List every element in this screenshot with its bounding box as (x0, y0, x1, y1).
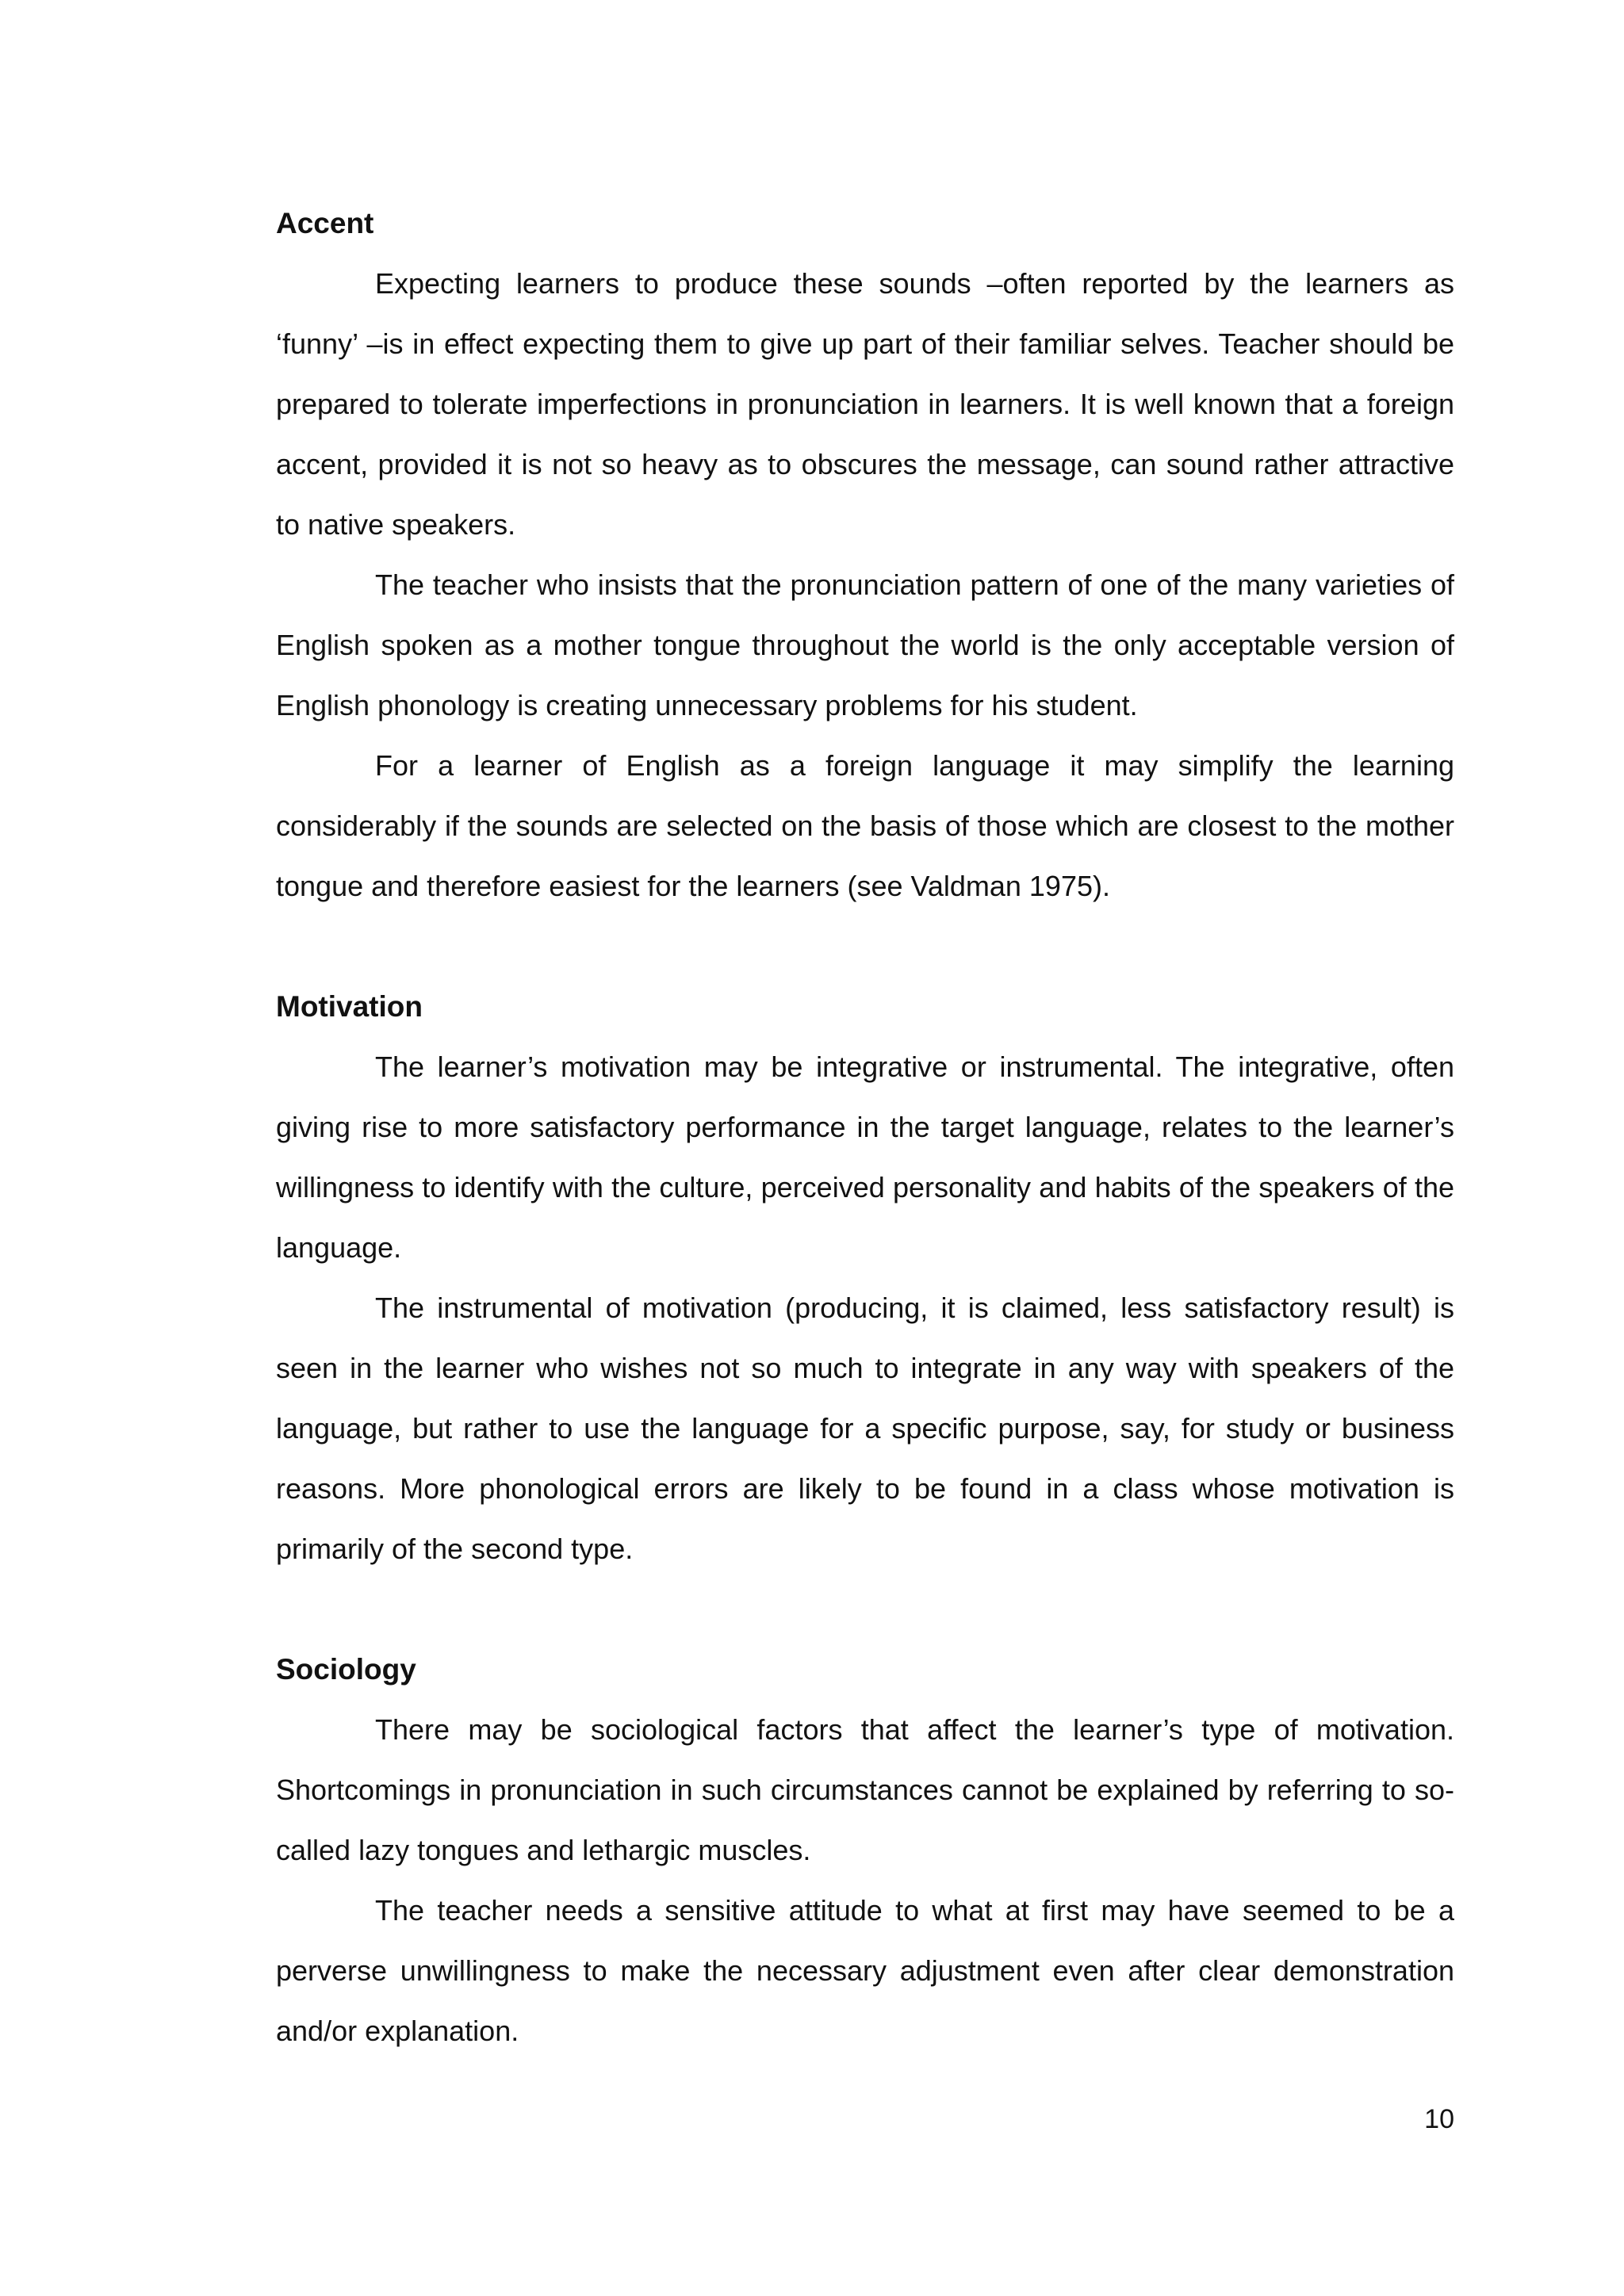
section-sociology (276, 1640, 1454, 2061)
paragraph: There may be sociological factors that affect the learner’s type of motivation. Shortcomings in pronunciation in such circumstances cannot be explained by referring to so-called lazy tongues and lethargic muscles. (276, 1713, 1454, 1866)
section-motivation (276, 977, 1454, 1579)
paragraph: The teacher who insists that the pronunciation pattern of one of the many varieties of English spoken as a mother tongue throughout the world is the only acceptable version of English phonology is creating unnecessary problems for his student. (276, 568, 1454, 721)
section-accent (276, 193, 1454, 916)
paragraph: Expecting learners to produce these sounds –often reported by the learners as ‘funny’ –is in effect expecting them to give up part of their familiar selves. Teacher should be prepared to tolerate imperfections in pronunciation in learners. It is well known that a foreign accent, provided it is not so heavy as to obscures the message, can sound rather attractive to native speakers. (276, 267, 1454, 541)
paragraph: The teacher needs a sensitive attitude to what at first may have seemed to be a perverse unwillingness to make the necessary adjustment even after clear demonstration and/or explanation. (276, 1894, 1454, 2047)
section-heading: Accent (276, 207, 374, 239)
section-heading: Motivation (276, 990, 423, 1023)
page-number: 10 (1424, 2104, 1454, 2134)
paragraph: The learner’s motivation may be integrative or instrumental. The integrative, often giving rise to more satisfactory performance in the target language, relates to the learner’s willingness to identify with the culture, perceived personality and habits of the speakers of the language. (276, 1050, 1454, 1264)
paragraph: The instrumental of motivation (producing, it is claimed, less satisfactory result) is seen in the learner who wishes not so much to integrate in any way with speakers of the language, but rather to use the language for a specific purpose, say, for study or business reasons. More phonological errors are likely to be found in a class whose motivation is primarily of the second type. (276, 1292, 1454, 1565)
section-heading: Sociology (276, 1653, 416, 1686)
paragraph: For a learner of English as a foreign language it may simplify the learning considerably if the sounds are selected on the basis of those which are closest to the mother tongue and therefore easiest for the learners (see Valdman 1975). (276, 749, 1454, 902)
document-page (276, 193, 1454, 2061)
